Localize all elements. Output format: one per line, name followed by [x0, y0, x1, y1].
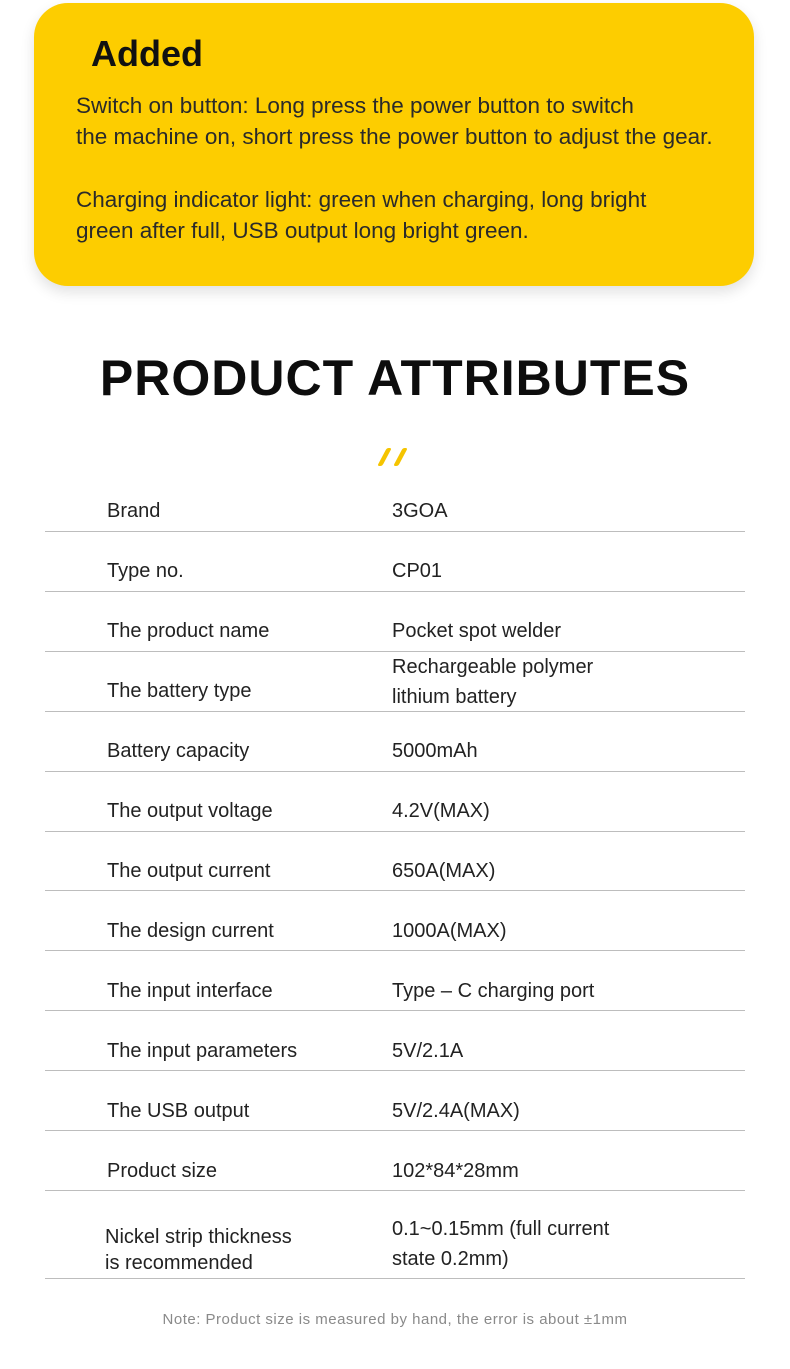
- attribute-label: The output current: [107, 860, 271, 882]
- attribute-label: The product name: [107, 620, 270, 642]
- table-row: [45, 532, 745, 592]
- table-row: [45, 1191, 745, 1279]
- attribute-label: The USB output: [107, 1100, 250, 1122]
- attribute-label: The input parameters: [107, 1040, 298, 1062]
- product-attributes-title: PRODUCT ATTRIBUTES: [99, 350, 691, 406]
- attribute-value: Type – C charging port: [392, 980, 595, 1002]
- attribute-value: 0.1~0.15mm (full current state 0.2mm): [392, 1218, 610, 1270]
- attribute-label: Brand: [107, 500, 161, 522]
- attribute-value: 5V/2.1A: [392, 1040, 464, 1062]
- attribute-value: Rechargeable polymer lithium battery: [392, 656, 594, 708]
- attribute-label: Nickel strip thickness is recommended: [105, 1226, 292, 1274]
- charging-indicator-description: Charging indicator light: green when charging, long bright green after full, USB output long bright green.: [76, 187, 647, 243]
- table-row: [45, 712, 745, 772]
- attribute-value: CP01: [392, 560, 443, 582]
- table-row: [45, 832, 745, 891]
- table-row: [45, 472, 745, 532]
- attribute-label: Type no.: [107, 560, 184, 582]
- quote-mark-icon: [376, 448, 412, 470]
- attribute-label: The input interface: [107, 980, 273, 1002]
- table-row: [45, 1011, 745, 1071]
- table-row: [45, 1071, 745, 1131]
- switch-on-button-description: Switch on button: Long press the power button to switch the machine on, short press the power button to adjust the gear.: [76, 93, 713, 149]
- attribute-label: Battery capacity: [107, 740, 250, 762]
- attribute-value: 1000A(MAX): [392, 920, 507, 942]
- attribute-value: 102*84*28mm: [392, 1160, 519, 1182]
- attribute-value: Pocket spot welder: [392, 620, 561, 642]
- attribute-label: The battery type: [107, 680, 252, 702]
- table-row: [45, 951, 745, 1011]
- attribute-label: Product size: [107, 1160, 218, 1182]
- attribute-value: 5V/2.4A(MAX): [392, 1100, 520, 1122]
- attribute-value: 4.2V(MAX): [392, 800, 490, 822]
- table-row: [45, 891, 745, 951]
- table-row: [45, 652, 745, 712]
- attribute-label: The design current: [107, 920, 274, 942]
- table-row: [45, 592, 745, 652]
- attribute-label: The output voltage: [107, 800, 273, 822]
- attribute-value: 650A(MAX): [392, 860, 496, 882]
- table-row: [45, 1131, 745, 1191]
- table-row: [45, 772, 745, 832]
- added-title: Added: [91, 33, 203, 74]
- measurement-note: Note: Product size is measured by hand, the error is about ±1mm: [162, 1311, 628, 1328]
- added-info-card: [34, 3, 754, 286]
- attribute-value: 3GOA: [392, 500, 448, 522]
- attribute-value: 5000mAh: [392, 740, 478, 762]
